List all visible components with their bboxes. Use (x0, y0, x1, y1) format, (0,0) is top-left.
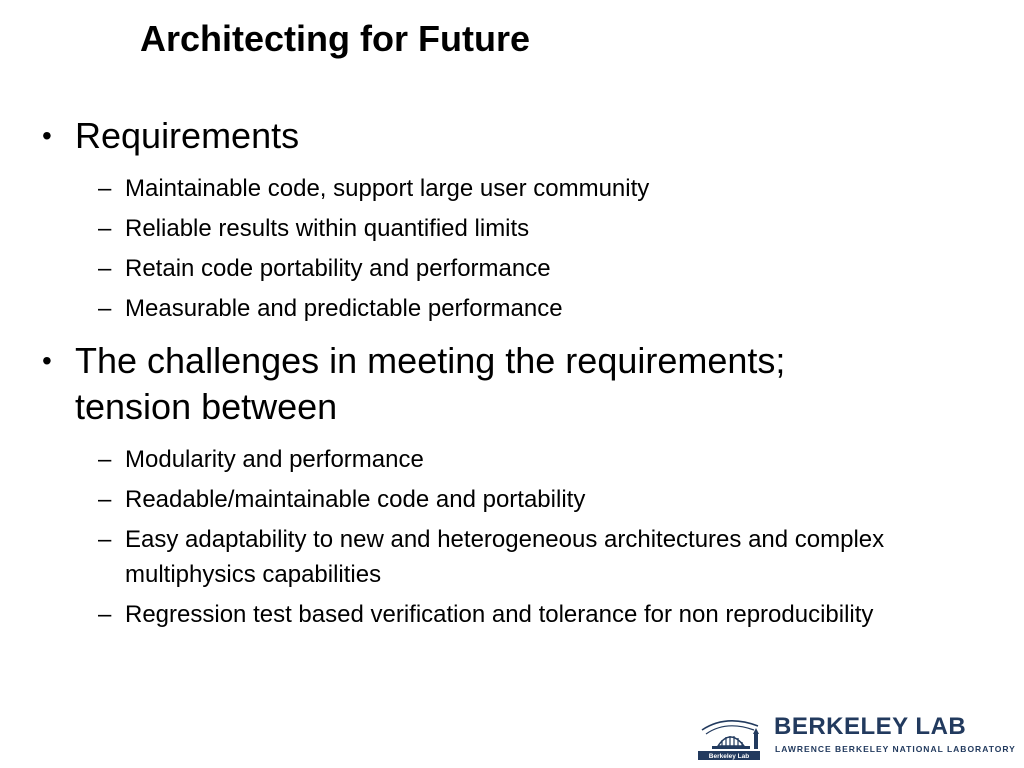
emblem-label: Berkeley Lab (708, 753, 750, 760)
sub-bullet (0, 522, 1024, 592)
logo-subtitle: LAWRENCE BERKELEY NATIONAL LABORATORY (775, 744, 1016, 754)
sub-bullet-text: Reliable results within quantified limits (125, 215, 530, 242)
dash-marker: – (98, 175, 112, 202)
sub-bullet (0, 251, 1024, 286)
slide-content (0, 113, 1024, 644)
slide-title: Architecting for Future (140, 18, 531, 59)
sub-bullet (0, 597, 1024, 632)
sub-bullet (0, 442, 1024, 477)
dash-marker: – (98, 255, 112, 282)
bullet-marker: • (42, 120, 52, 151)
dash-marker: – (98, 601, 112, 628)
sub-bullet-text: Maintainable code, support large user community (125, 175, 650, 202)
sub-bullet-text: Easy adaptability to new and heterogeneous architectures and complex multiphysics capabilities (125, 526, 885, 588)
dash-marker: – (98, 446, 112, 473)
dash-marker: – (98, 295, 112, 322)
bullet-text: The challenges in meeting the requirements; tension between (75, 340, 786, 427)
bullet-challenges (0, 338, 1024, 430)
bullet-requirements (0, 113, 1024, 159)
logo-name: BERKELEY LAB (774, 713, 967, 740)
sub-bullet-text: Retain code portability and performance (125, 255, 551, 282)
sub-bullet (0, 482, 1024, 517)
bullet-marker: • (42, 345, 52, 376)
bullet-text: Requirements (75, 115, 300, 156)
berkeley-lab-logo (696, 712, 1016, 762)
dash-marker: – (98, 486, 112, 513)
dash-marker: – (98, 215, 112, 242)
sub-bullet (0, 211, 1024, 246)
dash-marker: – (98, 526, 112, 553)
sub-bullet-text: Regression test based verification and tolerance for non reproducibility (125, 601, 874, 628)
sub-bullet-text: Modularity and performance (125, 446, 424, 473)
berkeley-lab-emblem-icon (696, 712, 764, 762)
sub-bullet-text: Readable/maintainable code and portability (125, 486, 586, 513)
sub-bullet (0, 291, 1024, 326)
sub-bullet (0, 171, 1024, 206)
sub-bullet-list (0, 171, 1024, 326)
sub-bullet-list (0, 442, 1024, 632)
sub-bullet-text: Measurable and predictable performance (125, 295, 563, 322)
